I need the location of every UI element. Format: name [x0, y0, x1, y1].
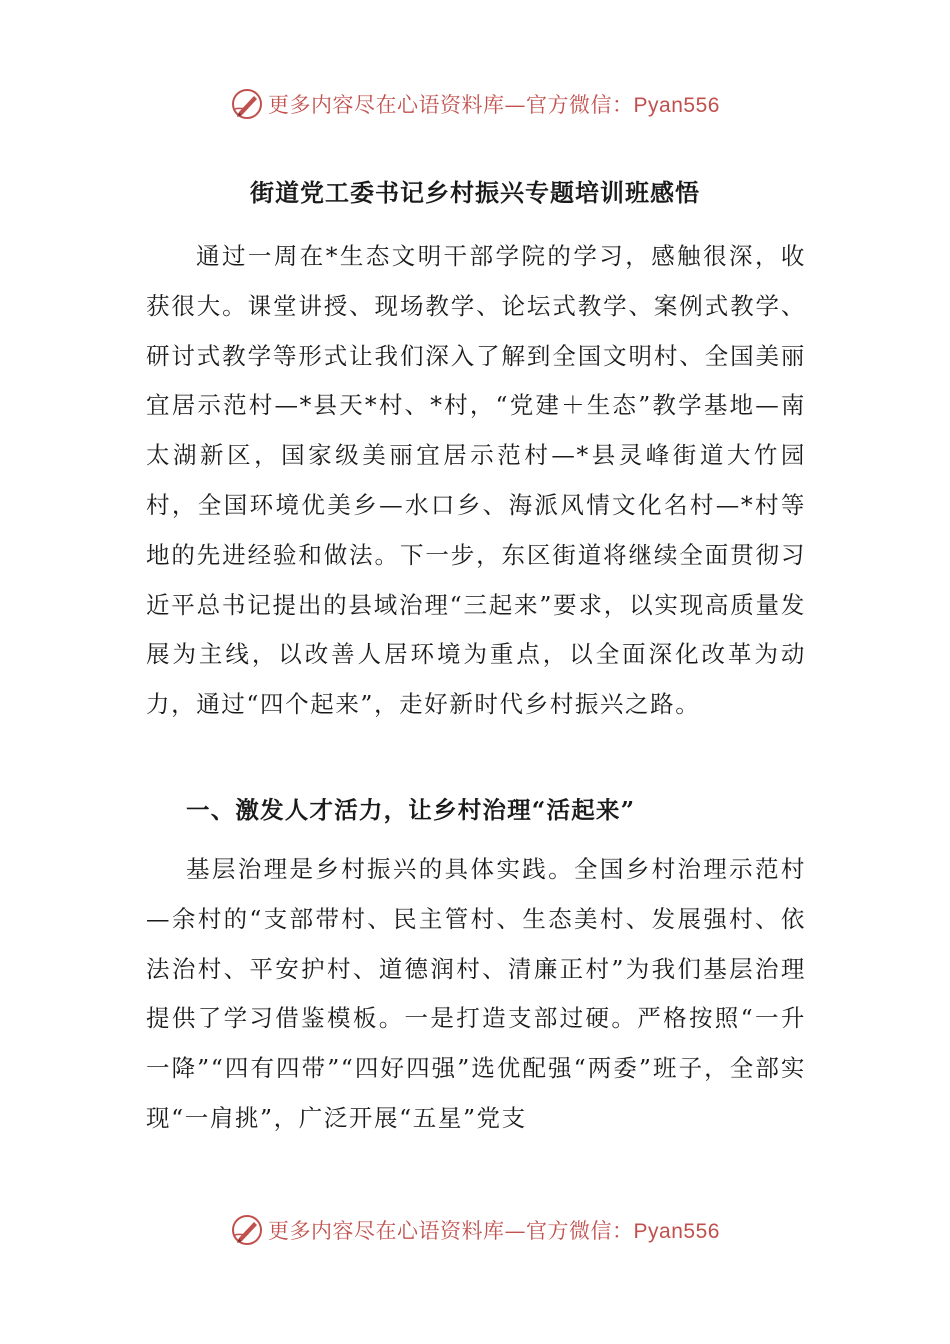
- pen-logo-icon: [230, 1213, 264, 1247]
- footer-banner: [0, 1210, 950, 1250]
- banner-wechat-label: 官方微信：: [526, 93, 634, 117]
- header-banner: [0, 84, 950, 124]
- banner-separator: —: [504, 93, 527, 117]
- paragraph-intro: 通过一周在*生态文明干部学院的学习，感触很深，收获很大。课堂讲授、现场教学、论坛式教学、案例式教学、研讨式教学等形式让我们深入了解到全国文明村、全国美丽宜居示范村—*县天*村、*村，“党建＋生态”教学基地—南太湖新区，国家级美丽宜居示范村—*县灵峰街道大竹园村，全国环境优美乡—水口乡、海派风情文化名村—*村等地的先进经验和做法。下一步，东区街道将继续全面贯彻习近平总书记提出的县域治理“三起来”要求，以实现高质量发展为主线，以改善人居环境为重点，以全面深化改革为动力，通过“四个起来”，走好新时代乡村振兴之路。: [146, 242, 806, 719]
- banner-wechat-id: Pyan556: [633, 94, 720, 117]
- document-title: 街道党工委书记乡村振兴专题培训班感悟: [250, 178, 700, 207]
- section-heading-1: 一、激发人才活力，让乡村治理“活起来”: [186, 796, 636, 824]
- banner-site-text: 更多内容尽在心语资料库: [268, 93, 505, 117]
- banner-site-text: 更多内容尽在心语资料库: [268, 1219, 505, 1243]
- banner-wechat-label: 官方微信：: [526, 1219, 634, 1243]
- banner-wechat-id: Pyan556: [633, 1220, 720, 1243]
- pen-logo-icon: [230, 87, 264, 121]
- banner-text: [268, 1215, 720, 1245]
- paragraph-section1: 基层治理是乡村振兴的具体实践。全国乡村治理示范村—余村的“支部带村、民主管村、生态美村、发展强村、依法治村、平安护村、道德润村、清廉正村”为我们基层治理提供了学习借鉴模板。一是打造支部过硬。严格按照“一升一降”“四有四带”“四好四强”选优配强“两委”班子，全部实现“一肩挑”，广泛开展“五星”党支: [146, 855, 806, 1132]
- banner-separator: —: [504, 1219, 527, 1243]
- banner-text: [268, 89, 720, 119]
